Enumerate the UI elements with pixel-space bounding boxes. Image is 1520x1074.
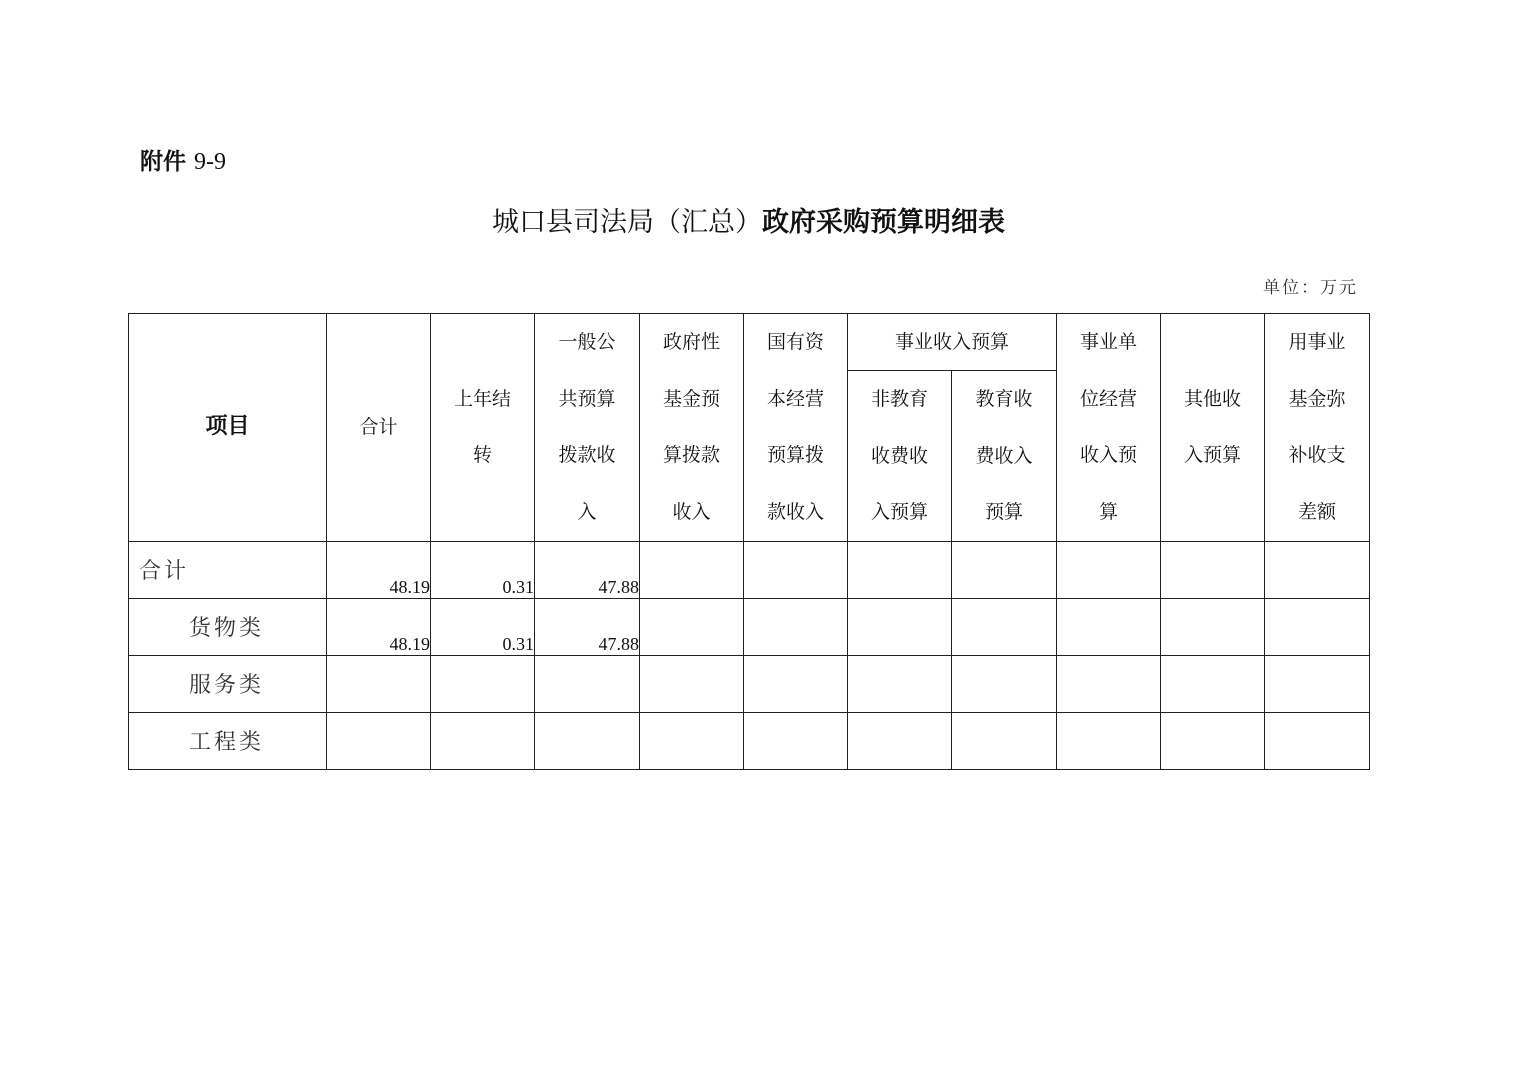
cell-gov-fund <box>640 655 744 712</box>
cell-carryover <box>431 712 535 769</box>
cell-business-unit <box>1057 598 1161 655</box>
header-general-budget: 一般公共预算拨款收入 <box>535 314 640 542</box>
row-label: 货物类 <box>129 598 327 655</box>
cell-general-budget: 47.88 <box>535 598 640 655</box>
table-row-services <box>129 655 1370 712</box>
cell-fund-balance <box>1265 598 1370 655</box>
cell-fund-balance <box>1265 655 1370 712</box>
cell-gov-fund <box>640 598 744 655</box>
header-carryover: 上年结转 <box>431 314 535 542</box>
unit-label: 单位：万元 <box>1263 278 1358 298</box>
cell-education <box>952 712 1057 769</box>
cell-total <box>327 655 431 712</box>
cell-carryover <box>431 655 535 712</box>
cell-non-education <box>848 598 952 655</box>
cell-carryover: 0.31 <box>431 598 535 655</box>
header-business-income-group: 事业收入预算 <box>848 314 1057 371</box>
header-project: 项目 <box>129 314 327 542</box>
header-fund-balance: 用事业基金弥补收支差额 <box>1265 314 1370 542</box>
header-total: 合计 <box>327 314 431 542</box>
cell-total: 48.19 <box>327 598 431 655</box>
cell-general-budget: 47.88 <box>535 541 640 598</box>
cell-general-budget <box>535 712 640 769</box>
cell-gov-fund <box>640 712 744 769</box>
cell-non-education <box>848 655 952 712</box>
page-title <box>0 200 1497 239</box>
attachment-text: 附件 <box>140 149 186 175</box>
header-other-income: 其他收入预算 <box>1161 314 1265 542</box>
attachment-label <box>140 143 226 176</box>
cell-business-unit <box>1057 712 1161 769</box>
cell-education <box>952 655 1057 712</box>
header-state-capital: 国有资本经营预算拨款收入 <box>744 314 848 542</box>
table-row-total <box>129 541 1370 598</box>
header-non-education: 非教育收费收入预算 <box>848 371 952 542</box>
cell-non-education <box>848 541 952 598</box>
row-label: 工程类 <box>129 712 327 769</box>
cell-total: 48.19 <box>327 541 431 598</box>
cell-total <box>327 712 431 769</box>
cell-business-unit <box>1057 655 1161 712</box>
table-row-goods <box>129 598 1370 655</box>
cell-education <box>952 541 1057 598</box>
header-gov-fund: 政府性基金预算拨款收入 <box>640 314 744 542</box>
row-label: 服务类 <box>129 655 327 712</box>
cell-other-income <box>1161 541 1265 598</box>
cell-state-capital <box>744 541 848 598</box>
header-education: 教育收费收入预算 <box>952 371 1057 542</box>
attachment-number: 9-9 <box>194 149 227 175</box>
cell-fund-balance <box>1265 712 1370 769</box>
cell-state-capital <box>744 712 848 769</box>
cell-education <box>952 598 1057 655</box>
row-label: 合计 <box>129 541 327 598</box>
cell-general-budget <box>535 655 640 712</box>
header-business-unit: 事业单位经营收入预算 <box>1057 314 1161 542</box>
cell-state-capital <box>744 655 848 712</box>
title-bold: 政府采购预算明细表 <box>762 207 1005 238</box>
cell-gov-fund <box>640 541 744 598</box>
cell-non-education <box>848 712 952 769</box>
cell-other-income <box>1161 655 1265 712</box>
budget-table <box>128 313 1370 770</box>
cell-fund-balance <box>1265 541 1370 598</box>
table-header-row <box>129 314 1370 371</box>
cell-state-capital <box>744 598 848 655</box>
cell-carryover: 0.31 <box>431 541 535 598</box>
table-row-engineering <box>129 712 1370 769</box>
cell-other-income <box>1161 598 1265 655</box>
title-regular: 城口县司法局（汇总） <box>492 207 762 238</box>
cell-business-unit <box>1057 541 1161 598</box>
cell-other-income <box>1161 712 1265 769</box>
